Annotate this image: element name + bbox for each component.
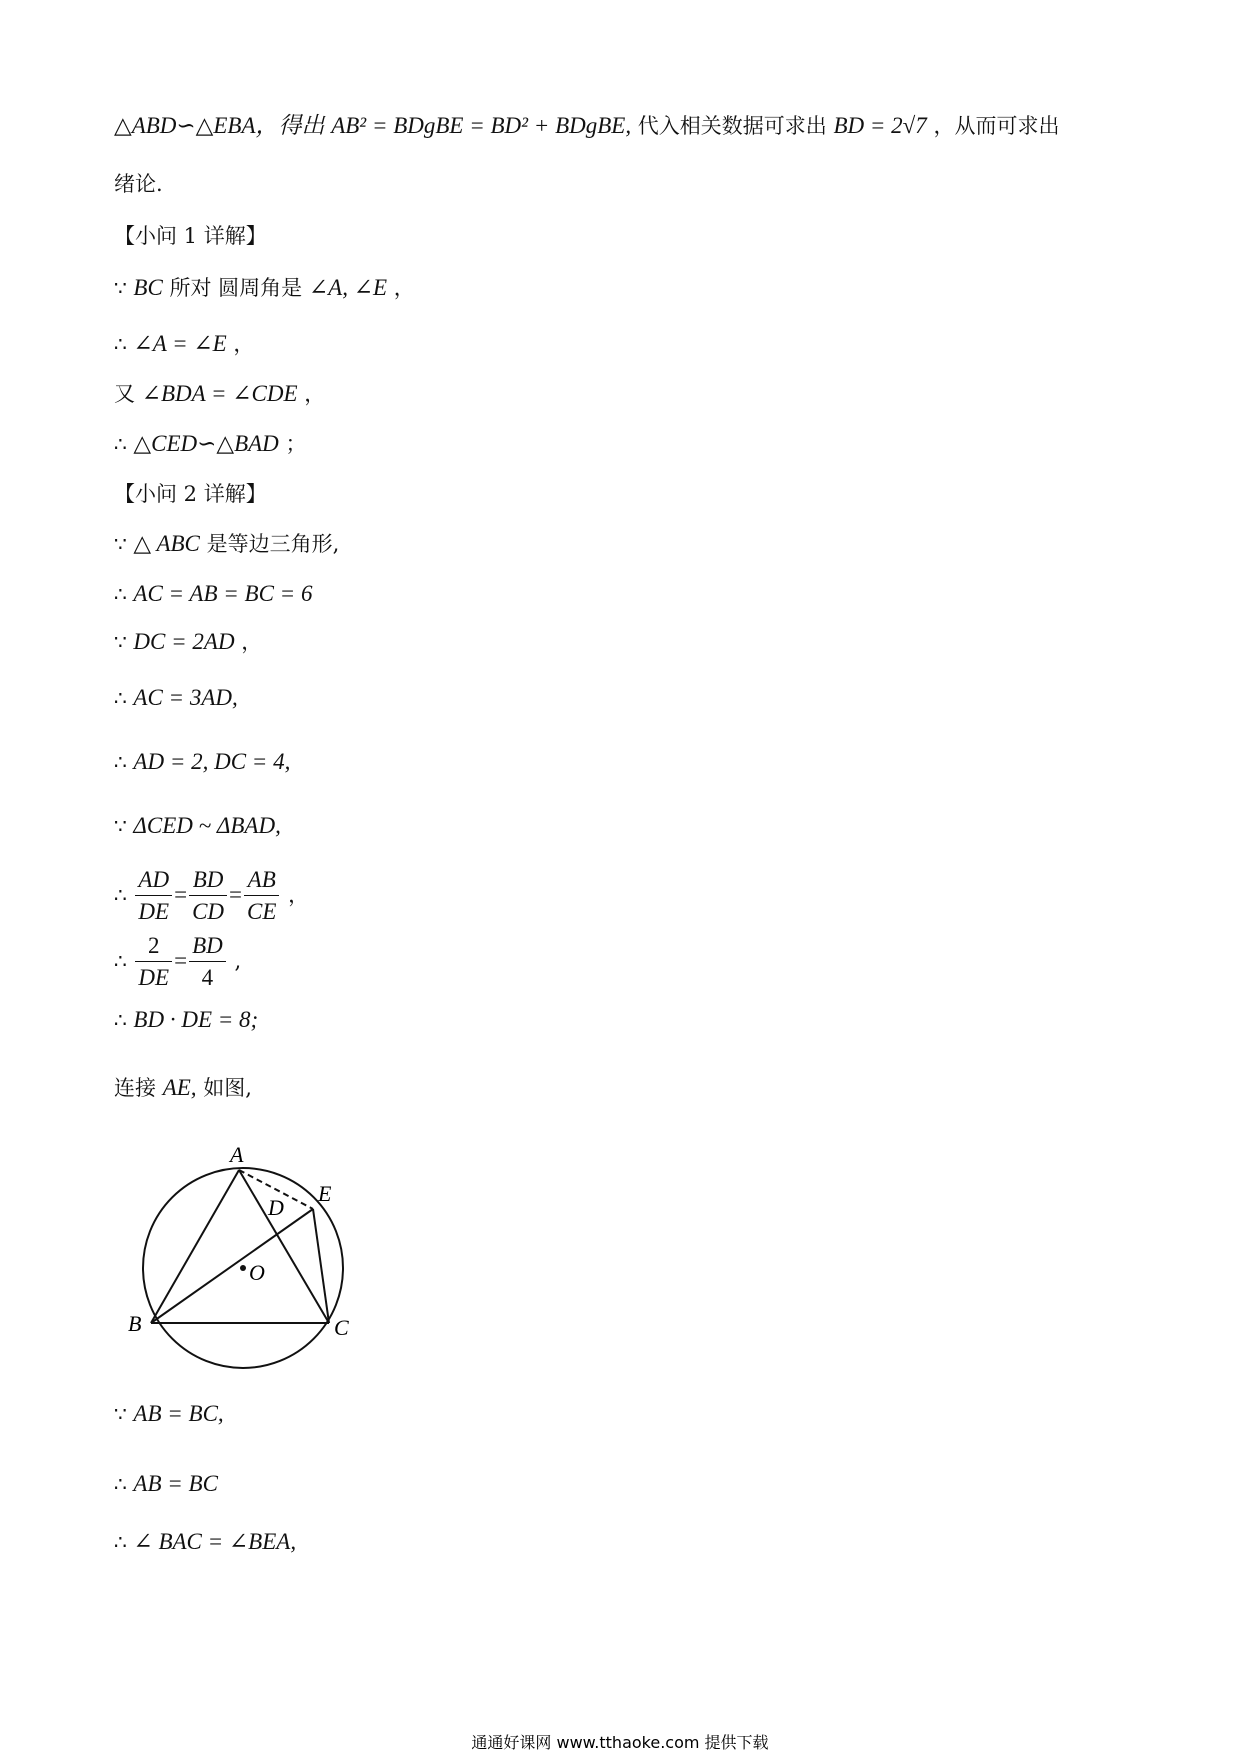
text-line-7: [114, 530, 339, 558]
text-conclusion: ，从而可求出: [933, 114, 1060, 138]
section-heading-2: 【小问 2 详解】: [114, 482, 267, 506]
because-symbol: ∵: [114, 630, 127, 654]
segment-ec: [313, 1209, 329, 1323]
triangle-abc: △ ABC: [133, 531, 200, 556]
equation-bd-de-8: BD · DE = 8;: [133, 1007, 259, 1032]
fraction-ab-ce: $\frac{AB}{CE}$: [244, 865, 279, 928]
label-c: C: [334, 1315, 349, 1340]
therefore-symbol: ∴: [114, 432, 127, 456]
therefore-symbol: ∴: [114, 1472, 127, 1496]
equation-dc-2ad: DC = 2AD: [133, 629, 235, 654]
text-line-3: [114, 274, 415, 302]
text-line-1: [114, 112, 1059, 140]
equation-angle-a-e: ∠A = ∠E: [133, 331, 227, 356]
equation-ac-3ad: AC = 3AD,: [133, 685, 238, 710]
fraction-2-de: $\frac{2}{DE}$: [135, 931, 172, 994]
equation-arc-ab-bc: AB = BC,: [133, 1401, 224, 1426]
center-point-o: [240, 1265, 246, 1271]
comma: ，: [393, 276, 415, 300]
arc-bc: BC: [133, 275, 163, 300]
therefore-symbol: ∴: [114, 686, 127, 710]
page-footer: 通通好课网 www.tthaoke.com 提供下载: [471, 1733, 769, 1752]
section-heading-1: 【小问 1 详解】: [114, 224, 267, 248]
fraction-ad-de: $\frac{AD}{DE}$: [135, 865, 172, 928]
text-equilateral: 是等边三角形,: [206, 532, 340, 556]
label-b: B: [128, 1311, 142, 1336]
comma: ，: [241, 630, 263, 654]
equation-sides-six: AC = AB = BC = 6: [133, 581, 313, 606]
equation-angle-bac-bea: ∠ BAC = ∠BEA,: [133, 1529, 297, 1554]
text-line-12: [114, 812, 281, 840]
therefore-symbol: ∴: [114, 1008, 127, 1032]
text-line-2: 绪论.: [114, 172, 163, 196]
because-symbol: ∵: [114, 1402, 127, 1426]
equation-ab-squared: AB² = BDgBE = BD² + BDgBE,: [331, 113, 632, 138]
because-symbol: ∵: [114, 532, 127, 556]
segment-be: [151, 1209, 313, 1323]
therefore-symbol: ∴: [114, 883, 127, 907]
because-symbol: ∵: [114, 276, 127, 300]
equation-ad-dc: AD = 2, DC = 4,: [133, 749, 291, 774]
text-connect: 连接: [114, 1076, 156, 1100]
text-line-5: [114, 380, 325, 408]
therefore-symbol: ∴: [114, 949, 127, 973]
text-line-10: [114, 684, 238, 712]
comma: ,: [234, 949, 242, 973]
label-o: O: [249, 1260, 265, 1285]
therefore-symbol: ∴: [114, 750, 127, 774]
text-inscribed-angle: 所对 圆周角是: [169, 276, 303, 300]
text-line-8: [114, 580, 312, 608]
label-e: E: [318, 1181, 332, 1206]
geometry-figure: [118, 1135, 368, 1380]
text-line-9: [114, 628, 262, 656]
text-substitute: 代入相关数据可求出: [637, 114, 827, 138]
text-line-15: [114, 1006, 258, 1034]
label-a: A: [230, 1142, 244, 1167]
therefore-symbol: ∴: [114, 332, 127, 356]
text-line-17: [114, 1400, 224, 1428]
text-line-4: [114, 330, 254, 358]
fraction-bd-4: $\frac{BD}{4}$: [189, 931, 226, 994]
therefore-symbol: ∴: [114, 582, 127, 606]
fraction-bd-cd: $\frac{BD}{CD}$: [189, 865, 227, 928]
text-line-14: ∴ $\frac{2}{DE}$ = $\frac{BD}{4}$ ,: [114, 928, 241, 994]
label-d: D: [268, 1195, 284, 1220]
similar-triangles-ced-bad: △CED∽△BAD: [133, 431, 279, 456]
semicolon: ；: [285, 432, 307, 456]
angles-a-e: ∠A, ∠E: [308, 275, 388, 300]
text-line-13: ∴ $\frac{AD}{DE}$ = $\frac{BD}{CD}$ = $\frac{AB}{CE}$ ，: [114, 862, 309, 928]
text-line-18: [114, 1470, 218, 1498]
similar-triangles-text: △ABD∽△EBA，得出: [114, 113, 325, 138]
segment-ae: AE,: [162, 1075, 197, 1100]
comma: ，: [288, 883, 310, 907]
equation-ab-bc: AB = BC: [133, 1471, 218, 1496]
text-line-11: [114, 748, 290, 776]
therefore-symbol: ∴: [114, 1530, 127, 1554]
similar-ced-bad: ΔCED ~ ΔBAD,: [133, 813, 281, 838]
comma: ，: [233, 332, 255, 356]
segment-ab: [151, 1170, 239, 1323]
because-symbol: ∵: [114, 814, 127, 838]
comma: ，: [304, 382, 326, 406]
text-line-16: [114, 1074, 252, 1102]
text-also: 又: [114, 382, 135, 406]
text-as-figure: 如图,: [203, 1076, 252, 1100]
equation-angle-bda-cde: ∠BDA = ∠CDE: [141, 381, 298, 406]
text-line-6: [114, 430, 306, 458]
equation-bd-value: BD = 2√7: [833, 113, 927, 138]
text-line-19: [114, 1528, 296, 1556]
